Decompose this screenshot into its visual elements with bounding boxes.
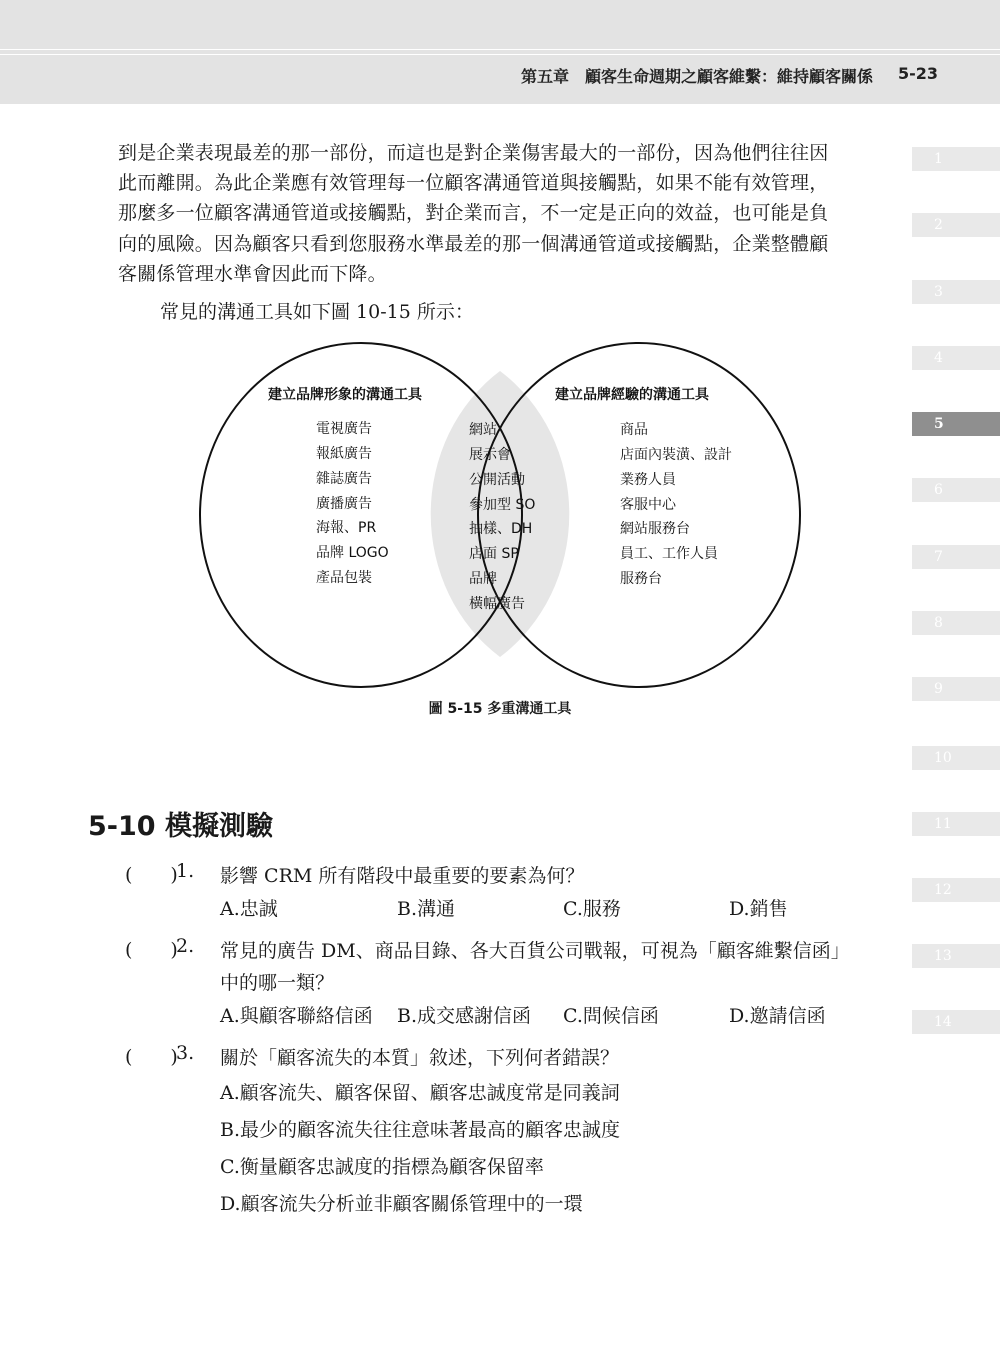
left-item: 產品包裝 (316, 570, 372, 586)
option-b[interactable]: B.成交感謝信函 (397, 1005, 532, 1027)
option-d[interactable]: D.顧客流失分析並非顧客關係管理中的一環 (220, 1193, 583, 1215)
question-number: 3. (176, 1042, 195, 1064)
right-item: 服務台 (620, 571, 662, 587)
chapter-tab-3[interactable]: 3 (912, 280, 1000, 304)
chapter-tab-8[interactable]: 8 (912, 611, 1000, 635)
option-a[interactable]: A.忠誠 (220, 898, 278, 920)
option-a[interactable]: A.顧客流失、顧客保留、顧客忠誠度常是同義詞 (220, 1082, 620, 1104)
question-number: 1. (176, 860, 195, 882)
stem-line: 中的哪一類？ (220, 972, 335, 994)
chapter-tab-9[interactable]: 9 (912, 677, 1000, 701)
chapter-tab-12[interactable]: 12 (912, 878, 1000, 902)
chapter-tab-2[interactable]: 2 (912, 213, 1000, 237)
question-stem (220, 935, 890, 999)
chapter-tab-1[interactable]: 1 (912, 147, 1000, 171)
paragraph-line: 那麼多一位顧客溝通管道或接觸點，對企業而言，不一定是正向的效益，也可能是負 (118, 202, 829, 225)
answer-blank[interactable]: ( ) (125, 1046, 178, 1068)
chapter-tab-10[interactable]: 10 (912, 746, 1000, 770)
header-rule (0, 49, 1000, 50)
paragraph-line: 向的風險。因為顧客只看到您服務水準最差的那一個溝通管道或接觸點，企業整體顧 (118, 232, 829, 255)
center-item: 抽樣、DH (469, 521, 533, 537)
option-c[interactable]: C.衡量顧客忠誠度的指標為顧客保留率 (220, 1156, 544, 1178)
question-stem (220, 1042, 890, 1074)
center-item: 橫幅廣告 (469, 596, 525, 612)
header-rule (0, 54, 1000, 55)
venn-diagram (190, 335, 820, 695)
question-stem (220, 860, 890, 892)
left-item: 品牌 LOGO (316, 545, 389, 561)
left-item: 報紙廣告 (316, 446, 372, 462)
running-title: 第五章 顧客生命週期之顧客維繫：維持顧客關係 (520, 67, 873, 86)
stem-line: 常見的廣告 DM、商品目錄、各大百貨公司戰報，可視為「顧客維繫信函」 (220, 940, 850, 962)
left-item: 雜誌廣告 (316, 471, 372, 487)
paragraph-line: 到是企業表現最差的那一部份，而這也是對企業傷害最大的一部份，因為他們往往因 (118, 142, 829, 164)
right-circle-title: 建立品牌經驗的溝通工具 (555, 387, 709, 403)
center-item: 品牌 (469, 571, 497, 587)
answer-blank[interactable]: ( ) (125, 939, 178, 961)
paragraph-line: 此而離開。為此企業應有效管理每一位顧客溝通管道與接觸點，如果不能有效管理， (118, 172, 829, 195)
left-item: 廣播廣告 (316, 496, 372, 512)
option-a[interactable]: A.與顧客聯絡信函 (220, 1005, 373, 1027)
option-d[interactable]: D.邀請信函 (729, 1005, 826, 1027)
option-b[interactable]: B.溝通 (397, 898, 456, 920)
figure-caption: 圖 5-15 多重溝通工具 (428, 701, 572, 717)
stem-line: 影響 CRM 所有階段中最重要的要素為何？ (220, 865, 585, 887)
paragraph-line: 客關係管理水準會因此而下降。 (118, 262, 387, 285)
left-circle-title: 建立品牌形象的溝通工具 (268, 387, 422, 403)
right-item: 商品 (620, 422, 648, 438)
stem-line: 關於「顧客流失的本質」敘述，下列何者錯誤？ (220, 1047, 620, 1069)
option-d[interactable]: D.銷售 (729, 898, 788, 920)
figure-intro: 常見的溝通工具如下圖 10-15 所示： (160, 301, 474, 323)
chapter-tab-11[interactable]: 11 (912, 812, 1000, 836)
right-item: 員工、工作人員 (620, 546, 718, 562)
page-header (0, 0, 1000, 104)
body-paragraph (118, 138, 888, 289)
center-item: 展示會 (469, 447, 511, 463)
question-number: 2. (176, 935, 195, 957)
left-item: 電視廣告 (316, 421, 372, 437)
chapter-tab-7[interactable]: 7 (912, 545, 1000, 569)
option-c[interactable]: C.問候信函 (563, 1005, 659, 1027)
option-c[interactable]: C.服務 (563, 898, 621, 920)
chapter-tab-13[interactable]: 13 (912, 944, 1000, 968)
center-item: 店面 SP (469, 546, 519, 562)
center-item: 公開活動 (469, 472, 525, 488)
chapter-tab-5[interactable]: 5 (912, 412, 1000, 436)
center-item: 參加型 SO (469, 497, 536, 513)
answer-blank[interactable]: ( ) (125, 864, 178, 886)
chapter-tab-14[interactable]: 14 (912, 1010, 1000, 1034)
right-item: 業務人員 (620, 472, 676, 488)
page-number: 5-23 (898, 64, 939, 83)
center-item: 網站 (469, 422, 497, 438)
section-title: 5-10 模擬測驗 (88, 811, 273, 842)
right-item: 店面內裝潢、設計 (620, 447, 732, 463)
right-item: 網站服務台 (620, 521, 690, 537)
left-item: 海報、PR (316, 520, 377, 536)
option-b[interactable]: B.最少的顧客流失往往意味著最高的顧客忠誠度 (220, 1119, 621, 1141)
chapter-tab-6[interactable]: 6 (912, 478, 1000, 502)
right-item: 客服中心 (620, 497, 676, 513)
chapter-tab-4[interactable]: 4 (912, 346, 1000, 370)
